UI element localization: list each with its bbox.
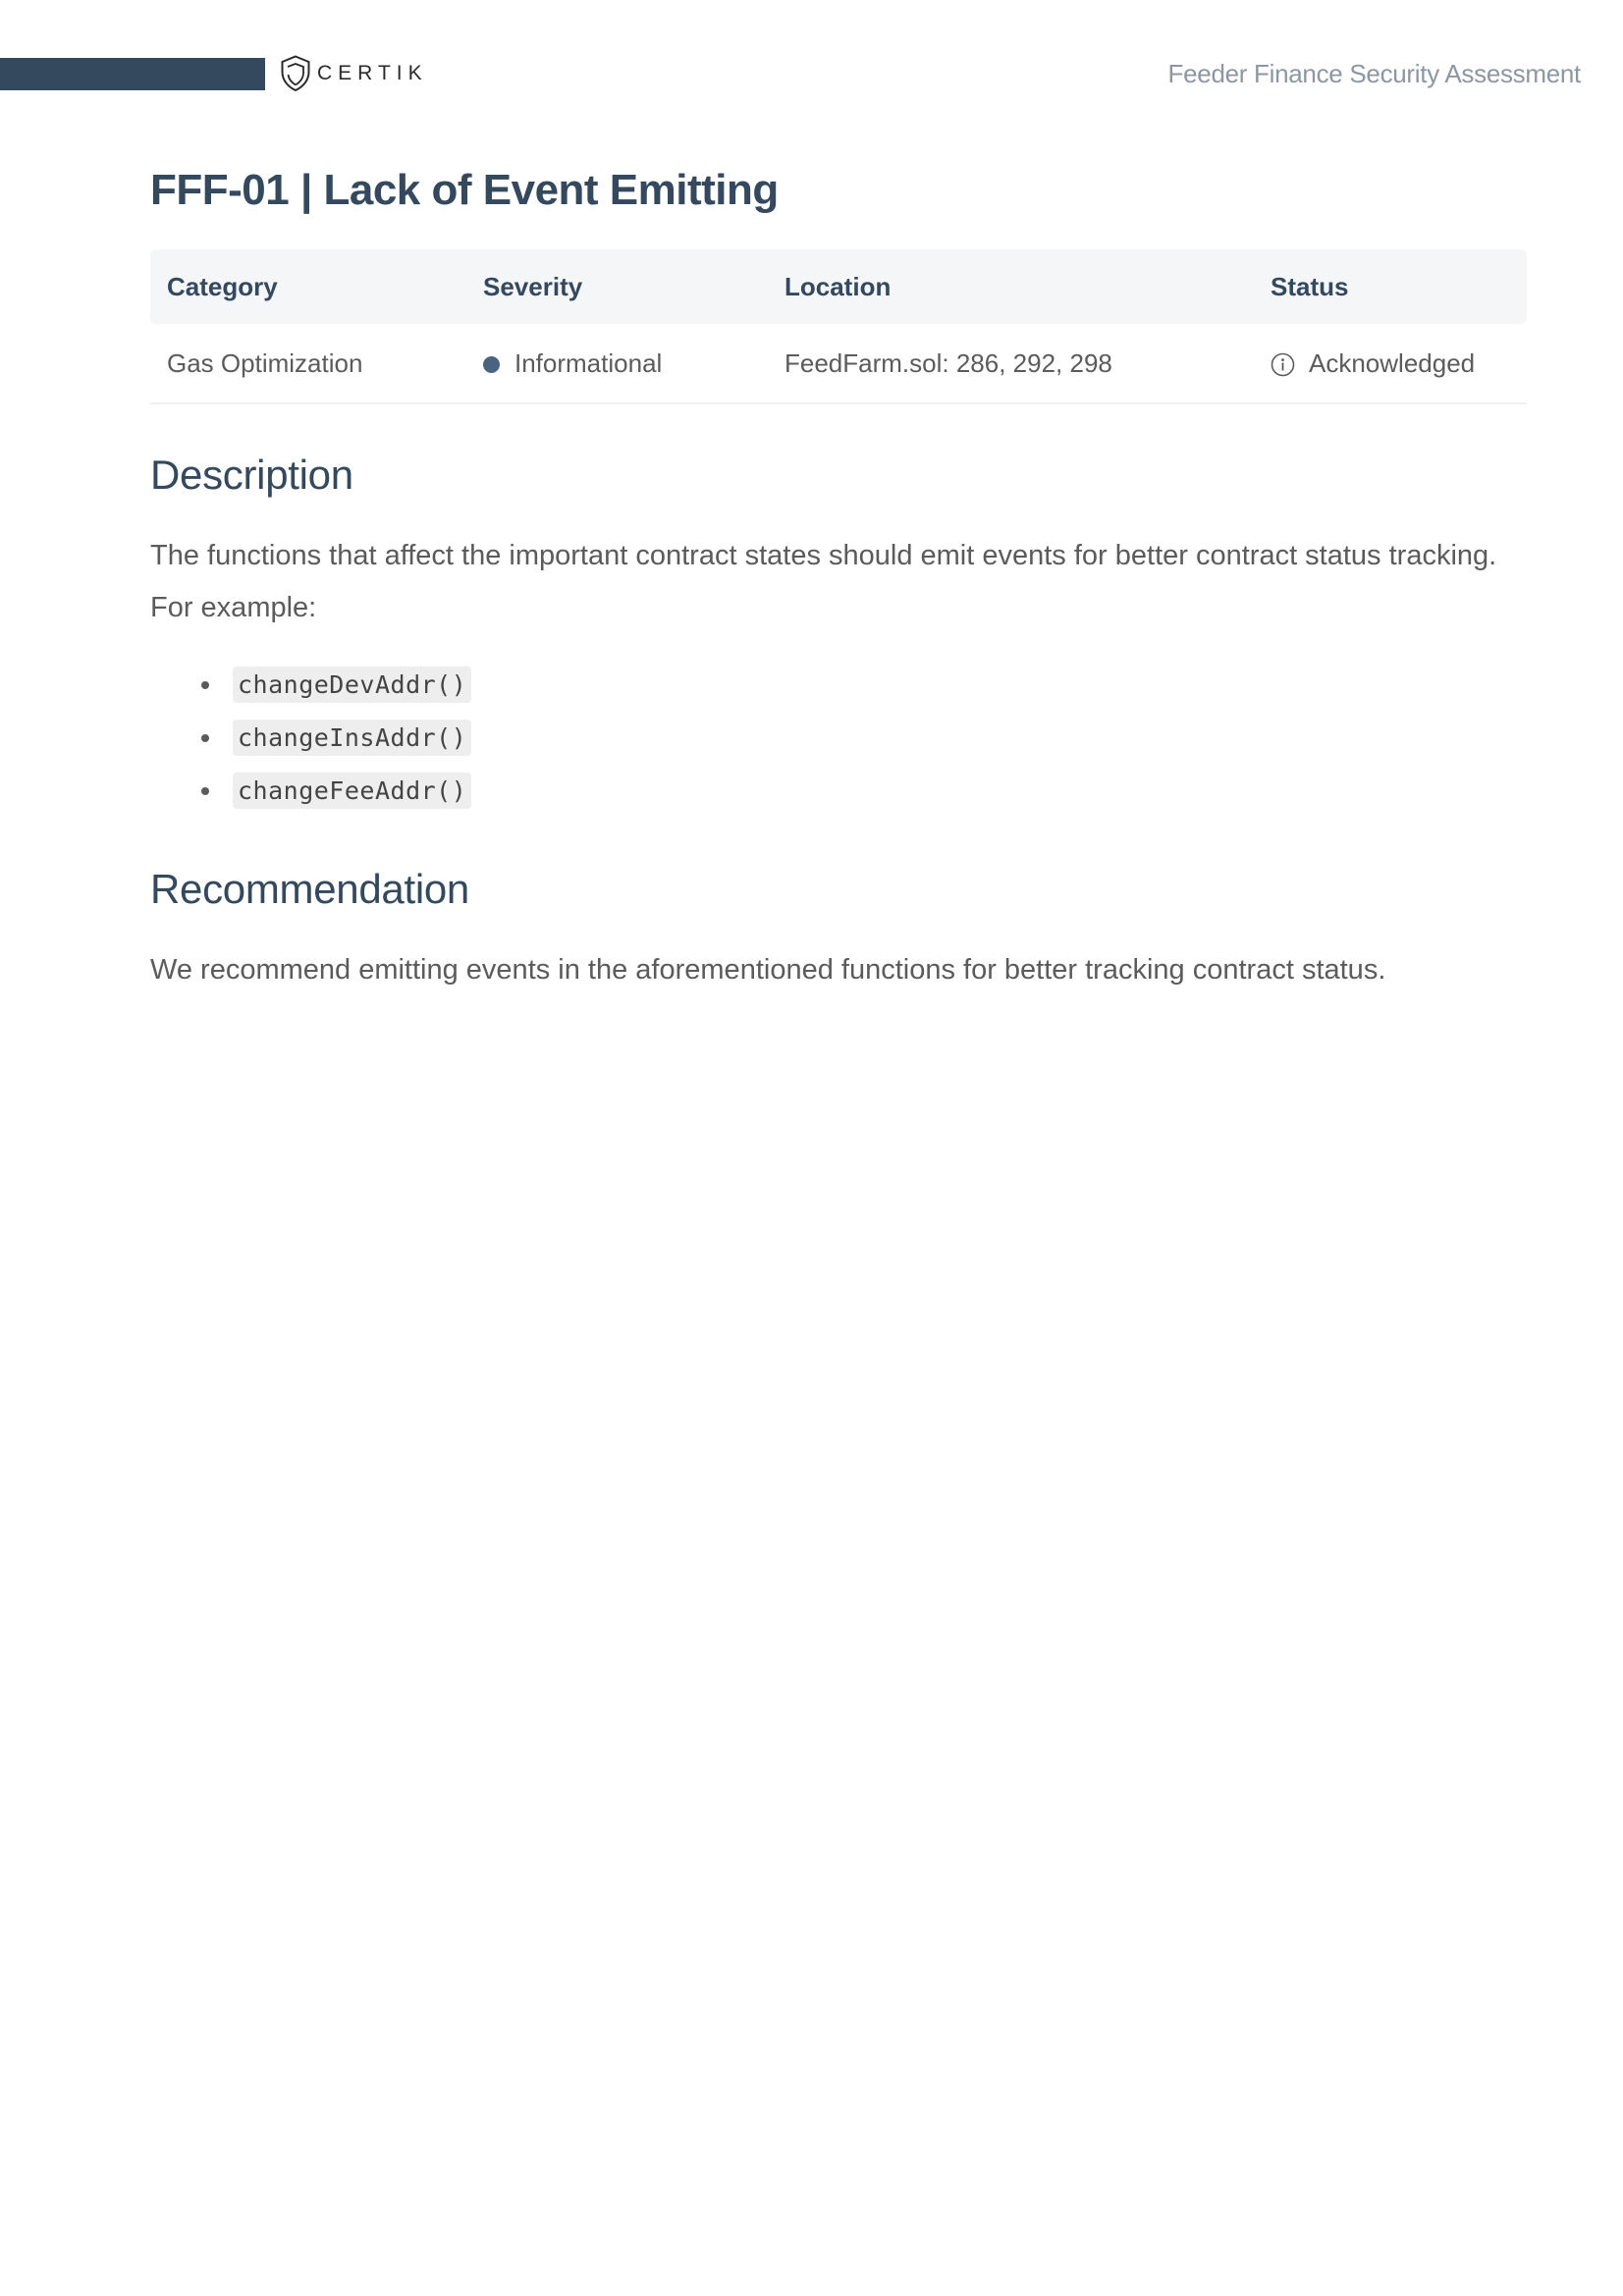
cell-location: FeedFarm.sol: 286, 292, 298: [768, 324, 1254, 403]
header-location: Location: [768, 249, 1254, 324]
finding-title: FFF-01 | Lack of Event Emitting: [150, 166, 779, 214]
cell-severity: [466, 324, 768, 403]
table-row: [150, 324, 1527, 403]
code-function-name: changeFeeAddr(): [233, 773, 471, 809]
document-title: Feeder Finance Security Assessment: [1167, 59, 1581, 88]
code-function-name: changeDevAddr(): [233, 667, 471, 703]
description-text: The functions that affect the important contract states should emit events for better contract status tracking. For example:: [150, 540, 1497, 623]
header-severity: Severity: [466, 249, 768, 324]
recommendation-heading: Recommendation: [150, 866, 469, 912]
cell-status: [1254, 324, 1527, 403]
certik-logo: [280, 55, 428, 92]
description-heading: Description: [150, 452, 353, 498]
list-item: [150, 711, 1527, 764]
table-header-row: [150, 249, 1527, 324]
header-category: Category: [150, 249, 466, 324]
code-function-name: changeInsAddr(): [233, 720, 471, 756]
status-label: Acknowledged: [1309, 347, 1476, 378]
header-accent-bar: [0, 58, 265, 90]
list-item: [150, 764, 1527, 817]
certik-shield-icon: [280, 55, 311, 92]
finding-summary-table: [150, 249, 1527, 404]
bullet-icon: [201, 681, 209, 689]
function-list: [150, 658, 1527, 817]
header-status: Status: [1254, 249, 1527, 324]
info-circle-icon: [1271, 352, 1295, 377]
certik-wordmark: CERTIK: [317, 62, 428, 84]
bullet-icon: [201, 787, 209, 795]
severity-dot-icon: [483, 356, 500, 373]
cell-category: Gas Optimization: [150, 324, 466, 403]
finding-page: [150, 157, 1527, 996]
recommendation-text: We recommend emitting events in the aforementioned functions for better tracking contract status.: [150, 954, 1386, 986]
severity-label: Informational: [514, 347, 663, 378]
bullet-icon: [201, 734, 209, 742]
list-item: [150, 658, 1527, 711]
